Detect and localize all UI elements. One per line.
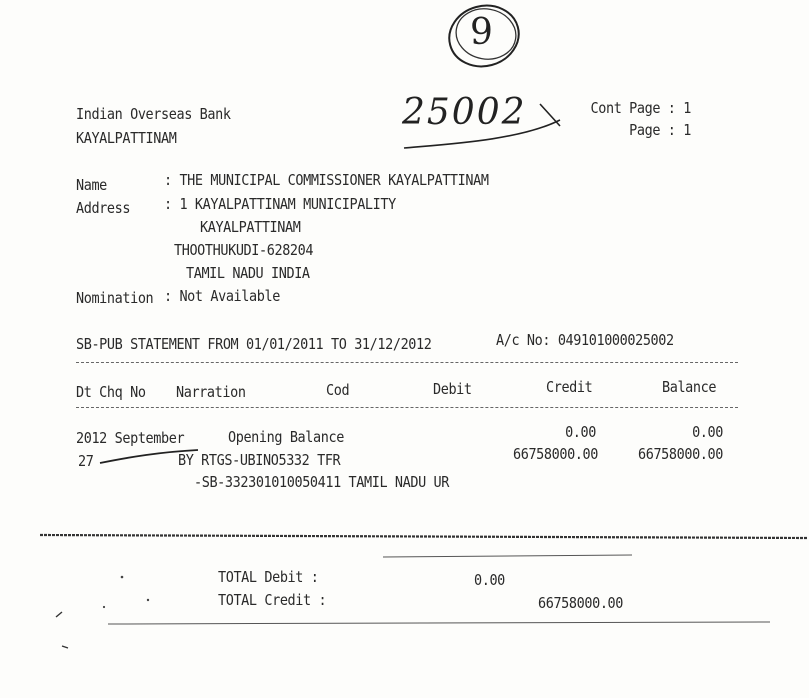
address-line-4: TAMIL NADU INDIA: [186, 265, 310, 283]
total-credit-label: TOTAL Credit :: [218, 592, 327, 610]
col-balance: Balance: [662, 379, 717, 397]
col-narration: Narration: [176, 384, 246, 402]
col-debit: Debit: [433, 381, 472, 399]
row-credit: 66758000.00: [512, 446, 598, 464]
statement-title: SB-PUB STATEMENT FROM 01/01/2011 TO 31/12/2012: [76, 336, 432, 354]
row-narration: Opening Balance: [228, 429, 344, 447]
account-ref-handwritten: 25002: [402, 92, 527, 133]
address-line-1: : 1 KAYALPATTINAM MUNICIPALITY: [164, 196, 396, 214]
stray-dot: [121, 576, 124, 579]
dash-rule: [40, 535, 808, 538]
address-label: Address: [76, 200, 131, 218]
nomination-label: Nomination: [76, 290, 154, 308]
col-cod: Cod: [326, 382, 350, 400]
header-rule-top: [76, 362, 738, 363]
stray-tick: [56, 612, 62, 617]
address-line-2: KAYALPATTINAM: [200, 219, 301, 237]
circled-mark: 9: [470, 12, 493, 53]
address-line-3: THOOTHUKUDI-628204: [174, 242, 314, 260]
name-value: : THE MUNICIPAL COMMISSIONER KAYALPATTINAM: [164, 172, 489, 190]
col-date: Dt Chq No: [76, 384, 146, 402]
total-debit-label: TOTAL Debit :: [218, 569, 319, 587]
header-rule-bottom: [76, 407, 738, 408]
totals-top-rule: [383, 555, 632, 557]
account-number: A/c No: 049101000025002: [496, 332, 674, 350]
name-label: Name: [76, 177, 107, 195]
page-number: Page : 1: [629, 122, 691, 140]
row-date: 2012 September: [76, 430, 185, 448]
row-date: 27: [78, 453, 94, 471]
total-credit-value: 66758000.00: [538, 595, 624, 613]
bank-name: Indian Overseas Bank: [76, 106, 231, 124]
bank-branch: KAYALPATTINAM: [76, 130, 177, 148]
row-balance: 0.00: [692, 424, 723, 442]
cont-page: Cont Page : 1: [590, 100, 691, 118]
row-narration-continued: -SB-332301010050411 TAMIL NADU UR: [194, 474, 450, 492]
row-narration: BY RTGS-UBINO5332 TFR: [178, 452, 341, 470]
row-credit: 0.00: [565, 424, 596, 442]
nomination-value: : Not Available: [164, 288, 280, 306]
total-debit-value: 0.00: [474, 572, 505, 590]
row-balance: 66758000.00: [637, 446, 723, 464]
col-credit: Credit: [546, 379, 593, 397]
ref-slash: [540, 104, 560, 126]
totals-bottom-rule: [108, 622, 770, 624]
